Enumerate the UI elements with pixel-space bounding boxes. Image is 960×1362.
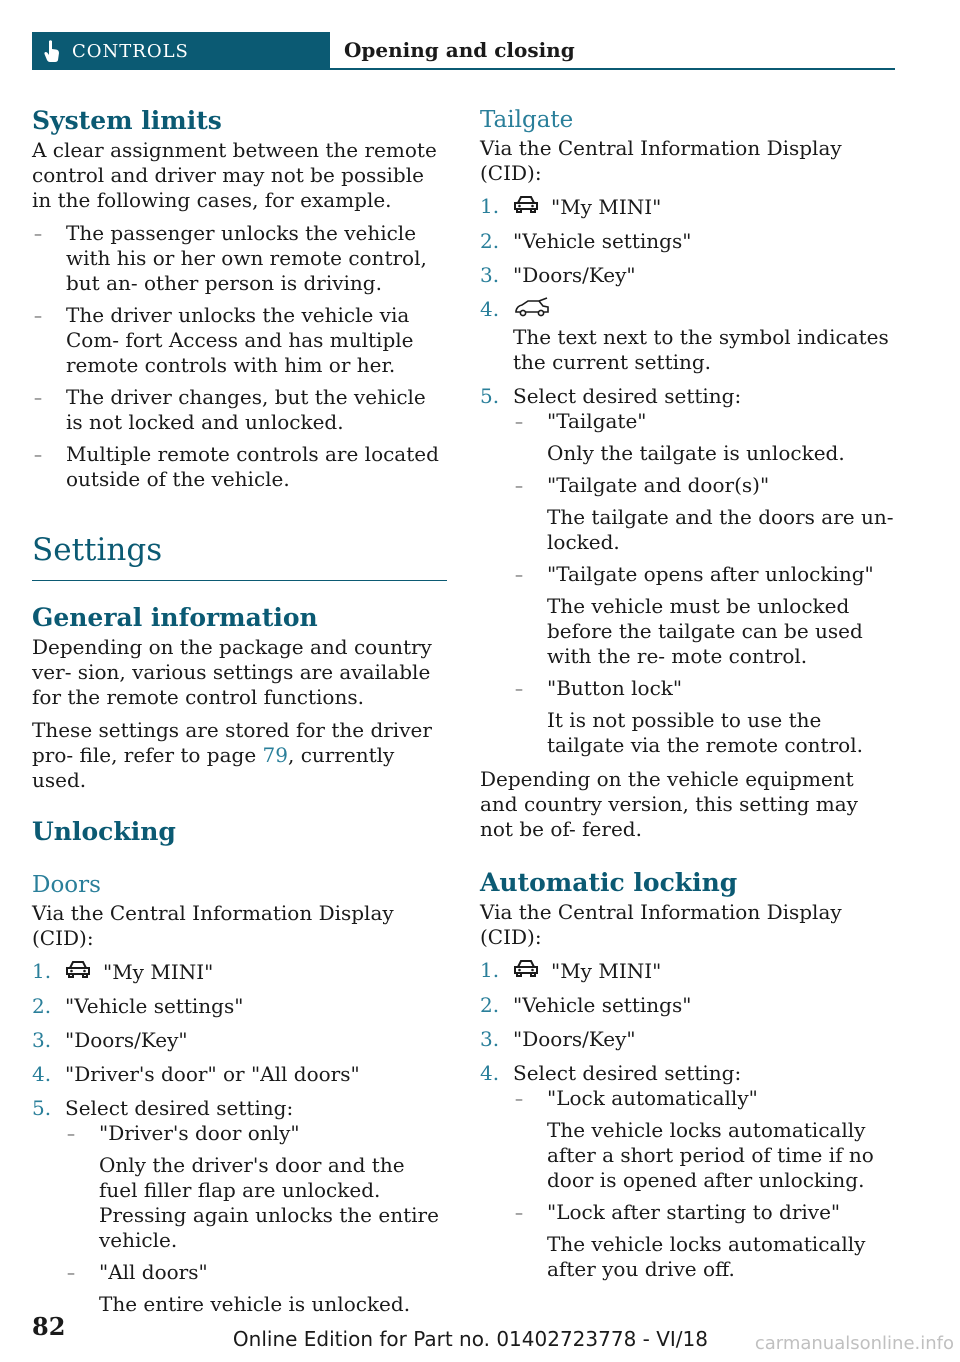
unlocking-heading: Unlocking [32,817,176,846]
option-label: "Tailgate opens after unlocking" [547,562,874,586]
general-info-p2-text: These settings are stored for the driver pro- file, refer to page [32,718,432,767]
chapter-title: Opening and closing [330,32,895,70]
option-label: "Driver's door only" [99,1121,300,1145]
tailgate-options [513,409,895,758]
option-label: "All doors" [99,1260,208,1284]
car-icon [65,959,91,985]
step-item [480,993,895,1018]
section-label: CONTROLS [72,40,189,62]
option-desc: The vehicle must be unlocked before the tailgate can be used with the re- mote control. [547,594,863,668]
step-item [480,384,895,758]
step-text: "Vehicle settings" [513,993,692,1017]
step-item [480,194,895,220]
step-text: "My MINI" [551,958,662,983]
step-item [32,1096,447,1317]
option-label: "Lock automatically" [547,1086,758,1110]
left-column [32,104,447,1326]
option-desc: The vehicle locks automatically after you drive off. [547,1232,866,1281]
step-item [32,1062,447,1087]
step-text: "Vehicle settings" [513,229,692,253]
step-text: "Doors/Key" [513,1027,636,1051]
doors-steps [32,959,447,1317]
general-info-p2 [32,718,447,793]
automatic-locking-options [513,1086,895,1282]
step-number: 5. [480,384,500,408]
edition-note: Online Edition for Part no. 01402723778 - VI/18 [232,1327,708,1351]
option-desc: The tailgate and the doors are un- locked. [547,505,894,554]
option-desc: It is not possible to use the tailgate via the remote control. [547,708,863,757]
hand-pointer-icon [32,32,72,70]
step-number: 3. [480,1027,500,1051]
step-number: 3. [480,263,500,287]
page-number: 82 [32,1312,66,1341]
step-number: 2. [32,994,52,1018]
step-item [480,958,895,984]
list-item: – The driver unlocks the vehicle via Com- fort Access and has multiple remote controls with him or her. [32,303,447,378]
option-item [513,409,895,466]
step-text: "Doors/Key" [513,263,636,287]
option-desc: The entire vehicle is unlocked. [99,1292,411,1316]
step-item [480,1027,895,1052]
step-number: 3. [32,1028,52,1052]
list-item: – The driver changes, but the vehicle is not locked and unlocked. [32,385,447,435]
option-item [513,1086,895,1193]
step-text: "Vehicle settings" [65,994,244,1018]
step-item [480,263,895,288]
step-text: The text next to the symbol indicates the current setting. [513,325,889,374]
option-item [65,1121,447,1253]
right-column [480,104,895,1291]
tailgate-note: Depending on the vehicle equipment and country version, this setting may not be of- fered. [480,767,858,841]
step-text: Select desired setting: [513,1061,742,1085]
automatic-locking-intro: Via the Central Information Display (CID): [480,900,842,949]
option-desc: Only the tailgate is unlocked. [547,441,845,465]
general-info-p1: Depending on the package and country ver- sion, various settings are available for the remote control functions. [32,635,432,709]
option-item [65,1260,447,1317]
page-link[interactable]: 79 [262,743,288,767]
system-limits-heading: System limits [32,106,222,135]
step-item [32,994,447,1019]
list-item: – The passenger unlocks the vehicle with his or her own remote control, but an- other person is driving. [32,221,447,296]
step-number: 4. [32,1062,52,1086]
doors-heading: Doors [32,872,101,898]
page-header [32,32,895,71]
step-text: "My MINI" [103,959,214,984]
step-item [480,1061,895,1282]
automatic-locking-heading: Automatic locking [480,868,738,897]
step-number: 1. [480,194,500,218]
tailgate-steps [480,194,895,758]
option-label: "Tailgate" [547,409,647,433]
doors-options [65,1121,447,1317]
general-info-heading: General information [32,603,318,632]
step-text: Select desired setting: [513,384,742,408]
step-item [480,297,895,375]
step-text: "Driver's door" or "All doors" [65,1062,360,1086]
option-item [513,1200,895,1282]
option-desc: Only the driver's door and the fuel filler flap are unlocked. Pressing again unlocks the entire vehicle. [99,1153,439,1252]
option-desc: The vehicle locks automatically after a short period of time if no door is opened after unlocking. [547,1118,874,1192]
car-icon [513,194,539,220]
system-limits-intro: A clear assignment between the remote control and driver may not be possible in the following cases, for example. [32,138,437,212]
step-number: 2. [480,229,500,253]
option-item [513,676,895,758]
watermark: carmanualsonline.info [754,1333,954,1354]
step-item [480,229,895,254]
option-label: "Tailgate and door(s)" [547,473,770,497]
car-icon [513,958,539,984]
doors-intro: Via the Central Information Display (CID): [32,901,394,950]
settings-heading: Settings [32,530,447,581]
list-item: – Multiple remote controls are located outside of the vehicle. [32,442,447,492]
step-number: 1. [32,959,52,983]
option-label: "Lock after starting to drive" [547,1200,841,1224]
tailgate-icon [513,297,895,325]
step-item [32,959,447,985]
system-limits-list [32,221,447,492]
step-number: 5. [32,1096,52,1120]
step-number: 1. [480,958,500,982]
step-number: 2. [480,993,500,1017]
general-info-p2-tail: , currently used. [32,743,395,792]
section-tab [32,32,330,70]
step-text: "Doors/Key" [65,1028,188,1052]
option-item [513,562,895,669]
automatic-locking-steps [480,958,895,1282]
step-item [32,1028,447,1053]
step-text: "My MINI" [551,194,662,219]
option-label: "Button lock" [547,676,683,700]
tailgate-intro: Via the Central Information Display (CID): [480,136,842,185]
option-item [513,473,895,555]
step-number: 4. [480,1061,500,1085]
step-number: 4. [480,297,500,321]
step-text: Select desired setting: [65,1096,294,1120]
tailgate-heading: Tailgate [480,107,574,133]
